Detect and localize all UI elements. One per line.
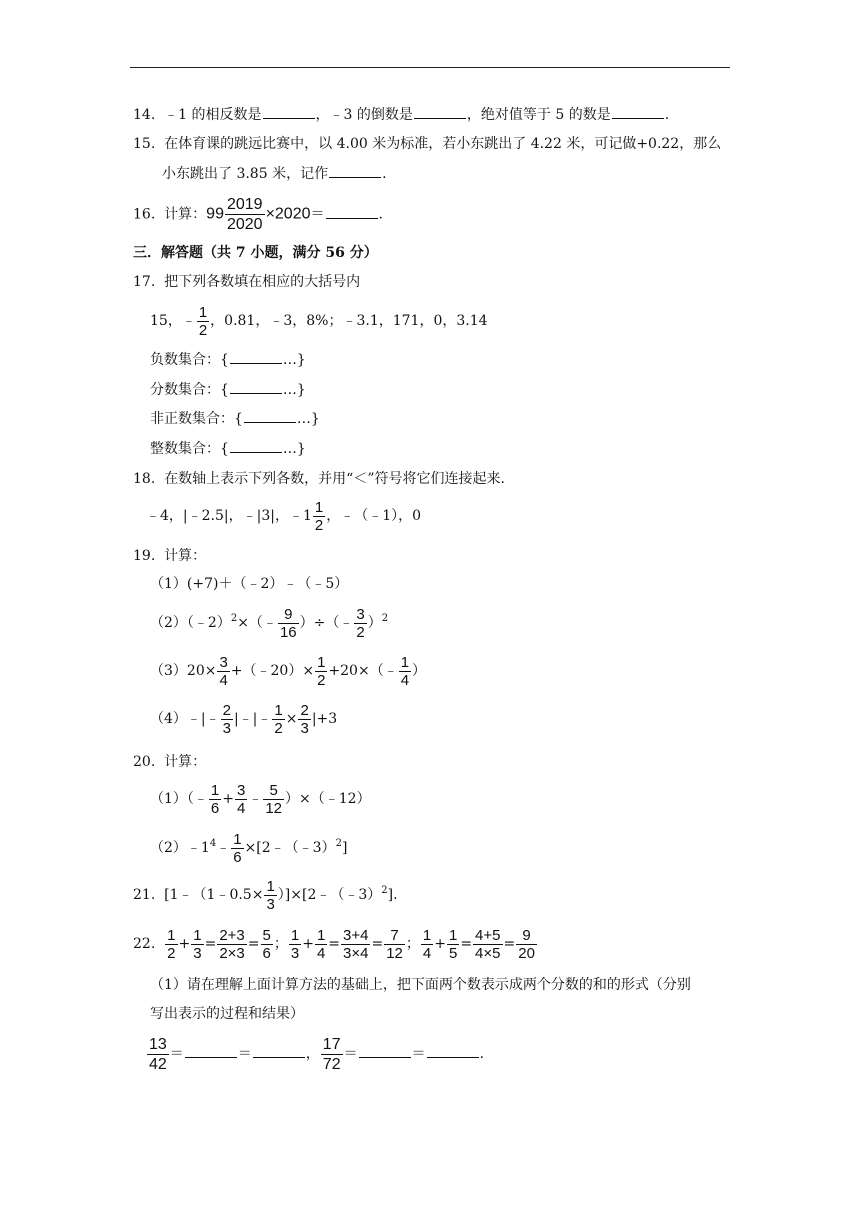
set-integer: 整数集合：{ …}	[150, 438, 306, 459]
question-19: 19. 计算：	[133, 548, 207, 564]
fraction: $\frac{1}{2}$	[314, 498, 324, 534]
answer-blank[interactable]	[359, 1043, 411, 1058]
answer-blank[interactable]	[230, 438, 282, 453]
fraction: $\frac{3}{4}$	[219, 653, 228, 689]
fraction: $\frac{3}{4}$	[237, 781, 246, 817]
question-14: 14. ﹣1 的相反数是 ，﹣3 的倒数是 ，绝对值等于 5 的数是 .	[133, 104, 669, 125]
fraction: $\frac{2+3}{2\times 3}$	[219, 926, 245, 962]
question-number: 14.	[133, 107, 156, 123]
question-number: 20.	[133, 754, 156, 770]
fraction: $\frac{9}{20}$	[518, 926, 535, 962]
fraction: $\frac{5}{6}$	[262, 926, 271, 962]
fraction: $\frac{7}{12}$	[386, 926, 403, 962]
question-22-answer: $\frac{13}{42}$ ＝ ＝ ， $\frac{17}{72}$ ＝ ＝ .	[149, 1035, 485, 1073]
question-20: 20. 计算：	[133, 754, 207, 770]
fraction: $\frac{1}{2}$	[167, 926, 176, 962]
fraction: $\frac{1}{2}$	[198, 303, 208, 339]
question-17: 17. 把下列各数填在相应的大括号内	[133, 274, 361, 290]
fraction: $\frac{1}{4}$	[316, 926, 326, 962]
question-21: 21. [1﹣（1﹣0.5× $\frac{1}{3}$ ）]×[2﹣（﹣3）$^2$].	[133, 877, 398, 913]
fraction: $\frac{1}{3}$	[266, 877, 275, 913]
answer-blank[interactable]	[230, 349, 282, 364]
question-number: 19.	[133, 548, 156, 564]
question-16: 16. 计算：99 $\frac{2019}{2020}$ ×2020＝ .	[133, 196, 383, 233]
fraction: $\frac{1}{2}$	[274, 701, 283, 737]
fraction: $\frac{1}{6}$	[233, 830, 242, 866]
question-18: 18. 在数轴上表示下列各数，并用“＜”符号将它们连接起来.	[133, 471, 505, 487]
set-non-positive: 非正数集合：{ …}	[150, 408, 320, 429]
question-18-numbers: ﹣4，|﹣2.5|，﹣|3|，﹣1 $\frac{1}{2}$ ，﹣（﹣1），0	[146, 498, 422, 534]
answer-blank[interactable]	[329, 163, 381, 178]
question-15: 15. 在体育课的跳远比赛中，以 4.00 米为标准，若小东跳出了 4.22 米，可记做+0.22，那么	[133, 136, 722, 152]
fraction: $\frac{3+4}{3\times 4}$	[343, 926, 369, 962]
answer-blank[interactable]	[326, 204, 378, 219]
question-22: 22. $\frac{1}{2}$ + $\frac{1}{3}$ = $\frac{2+3}{2\times 3}$ = $\frac{5}{6}$ ； $\frac{1}{3}$ + $\frac{1}{4}$ = $\frac{3+4}{3\times 4}$ = $\frac{7}{12}$ ； $\frac{1}{4}$ + $\frac{1}{5}$ = $\frac{4+5}{4\times 5}$ = $\frac{9}{20}$	[133, 926, 535, 962]
answer-blank[interactable]	[612, 104, 664, 119]
answer-blank[interactable]	[185, 1043, 237, 1058]
question-22-part-1: （1）请在理解上面计算方法的基础上，把下面两个数表示成两个分数的和的形式（分别	[150, 977, 691, 993]
answer-blank[interactable]	[414, 104, 466, 119]
question-22-part-1-line2: 写出表示的过程和结果）	[150, 1006, 304, 1022]
question-number: 16.	[133, 206, 156, 223]
question-number: 21.	[133, 887, 156, 903]
answer-blank[interactable]	[427, 1043, 479, 1058]
fraction: $\frac{17}{72}$	[322, 1035, 341, 1073]
fraction: $\frac{1}{5}$	[448, 926, 458, 962]
answer-blank[interactable]	[244, 408, 296, 423]
set-fraction: 分数集合：{ …}	[150, 379, 306, 400]
answer-blank[interactable]	[230, 379, 282, 394]
fraction: $\frac{2}{3}$	[300, 701, 309, 737]
question-19-part-2: （2）（﹣2）$^2$×（﹣ $\frac{9}{16}$ ）÷（﹣ $\frac{3}{2}$ ）$^2$	[150, 605, 389, 641]
answer-blank[interactable]	[253, 1043, 305, 1058]
fraction: $\frac{1}{2}$	[317, 653, 326, 689]
fraction: $\frac{1}{4}$	[422, 926, 432, 962]
fraction: $\frac{2019}{2020}$	[226, 196, 263, 233]
fraction: $\frac{1}{3}$	[290, 926, 300, 962]
fraction: $\frac{1}{3}$	[193, 926, 202, 962]
fraction: $\frac{9}{16}$	[279, 605, 297, 641]
fraction: $\frac{2}{3}$	[222, 701, 231, 737]
question-number: 15.	[133, 136, 156, 152]
question-17-numbers: 15，﹣ $\frac{1}{2}$ ，0.81，﹣3，8%；﹣3.1，171，0，3.14	[150, 303, 488, 339]
question-20-part-1: （1）（﹣ $\frac{1}{6}$ + $\frac{3}{4}$ ﹣ $\frac{5}{12}$ ）×（﹣12）	[150, 781, 371, 817]
question-number: 17.	[133, 274, 156, 290]
set-negative: 负数集合：{ …}	[150, 349, 306, 370]
question-19-part-3: （3）20× $\frac{3}{4}$ +（﹣20）× $\frac{1}{2}$ +20×（﹣ $\frac{1}{4}$ ）	[150, 653, 427, 689]
fraction: $\frac{13}{42}$	[149, 1035, 167, 1073]
answer-blank[interactable]	[263, 104, 315, 119]
fraction: $\frac{1}{6}$	[210, 781, 220, 817]
fraction: $\frac{1}{4}$	[400, 653, 410, 689]
fraction: $\frac{4+5}{4\times 5}$	[475, 926, 501, 962]
question-20-part-2: $(2)﹣1^4﹣$ $\frac{1}{6}$ ×[2﹣（﹣3）$^2$]	[150, 830, 348, 866]
section-heading: 三．解答题（共 7 小题，满分 56 分）	[133, 245, 378, 261]
question-15-line2: 小东跳出了 3.85 米，记作 .	[162, 163, 387, 184]
question-number: 22.	[133, 936, 156, 952]
question-19-part-4: （4）﹣|﹣ $\frac{2}{3}$ |﹣|﹣ $\frac{1}{2}$ × $\frac{2}{3}$ |+3	[150, 701, 338, 737]
question-19-part-1: （1）(+7)＋（﹣2）﹣（﹣5）	[150, 576, 349, 592]
fraction: $\frac{5}{12}$	[265, 781, 283, 817]
fraction: $\frac{3}{2}$	[356, 605, 365, 641]
question-number: 18.	[133, 471, 156, 487]
header-rule	[130, 67, 730, 68]
